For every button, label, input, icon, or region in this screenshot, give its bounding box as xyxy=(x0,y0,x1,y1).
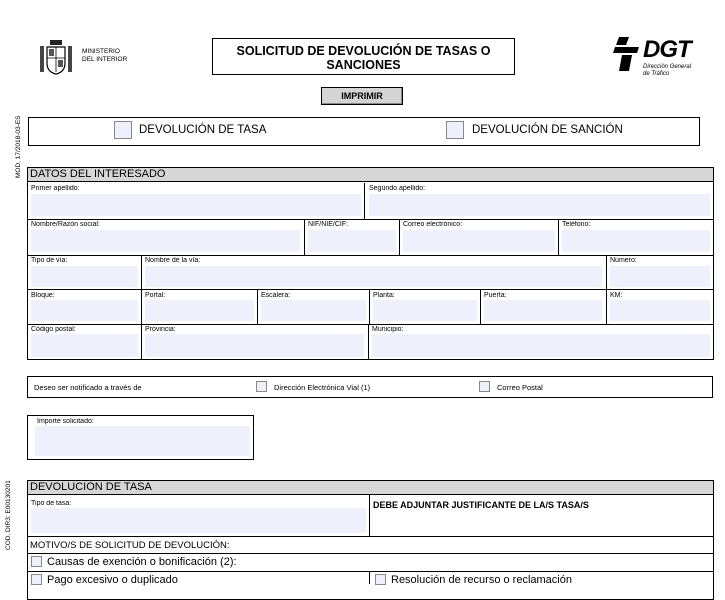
puerta-label: Puerta: xyxy=(484,292,507,299)
primer-apellido-label: Primer apellido: xyxy=(31,185,80,192)
col-divider xyxy=(257,289,258,324)
tipo-via-input[interactable] xyxy=(31,266,138,287)
row-divider xyxy=(27,219,714,220)
causa-exencion-label: Causas de exención o bonificación (2): xyxy=(47,556,237,568)
municipio-input[interactable] xyxy=(372,334,710,357)
portal-label: Portal: xyxy=(145,292,166,299)
provincia-label: Provincia: xyxy=(145,326,176,333)
col-divider xyxy=(369,571,370,584)
col-divider xyxy=(364,183,365,219)
col-divider xyxy=(304,219,305,255)
telefono-label: Teléfono: xyxy=(562,221,591,228)
provincia-input[interactable] xyxy=(145,334,364,357)
km-label: KM: xyxy=(610,292,623,299)
ministry-line1: MINISTERIO xyxy=(82,48,120,55)
nombre-via-input[interactable] xyxy=(145,266,602,287)
title-line1: SOLICITUD DE DEVOLUCIÓN DE TASAS O xyxy=(236,44,491,58)
dgt-subtitle xyxy=(643,64,691,78)
dev-checkbox[interactable] xyxy=(256,381,267,392)
ministry-label xyxy=(82,48,127,63)
interesado-title: DATOS DEL INTERESADO xyxy=(28,168,713,182)
segundo-apellido-input[interactable] xyxy=(369,194,710,216)
col-divider xyxy=(141,289,142,324)
col-divider xyxy=(369,495,370,536)
importe-label: Importe solicitado: xyxy=(37,418,94,425)
importe-input[interactable] xyxy=(35,426,250,456)
col-divider xyxy=(399,219,400,255)
tipo-tasa-input[interactable] xyxy=(31,508,366,533)
portal-input[interactable] xyxy=(145,300,254,321)
mod-code: MOD. 17/2018-03-ES xyxy=(15,115,22,178)
nif-input[interactable] xyxy=(308,230,396,252)
tipo-via-label: Tipo de vía: xyxy=(31,257,68,264)
sancion-label: DEVOLUCIÓN DE SANCIÓN xyxy=(472,124,623,136)
form-title xyxy=(212,38,515,75)
numero-input[interactable] xyxy=(610,266,710,287)
dev-label: Dirección Electrónica Vial (1) xyxy=(274,383,371,392)
correo-label: Correo electrónico: xyxy=(403,221,463,228)
bloque-input[interactable] xyxy=(31,300,138,321)
col-divider xyxy=(141,255,142,289)
row-divider xyxy=(27,571,714,572)
nombre-input[interactable] xyxy=(31,230,300,252)
resolucion-label: Resolución de recurso o reclamación xyxy=(391,574,572,586)
row-divider xyxy=(27,324,714,325)
col-divider xyxy=(369,289,370,324)
escalera-input[interactable] xyxy=(261,300,366,321)
correo-input[interactable] xyxy=(403,230,555,252)
row-divider xyxy=(27,255,714,256)
adjuntar-notice: DEBE ADJUNTAR JUSTIFICANTE DE LA/S TASA/S xyxy=(373,500,589,510)
puerta-input[interactable] xyxy=(484,300,602,321)
col-divider xyxy=(558,219,559,255)
primer-apellido-input[interactable] xyxy=(31,194,361,216)
ministry-line2: DEL INTERIOR xyxy=(82,55,128,63)
dgt-logo xyxy=(613,35,698,80)
nif-label: NIF/NIE/CIF: xyxy=(308,221,349,228)
planta-label: Planta: xyxy=(373,292,395,299)
bloque-label: Bloque: xyxy=(31,292,55,299)
row-divider xyxy=(27,536,714,537)
row-divider xyxy=(27,289,714,290)
devolucion-tasa-title: DEVOLUCIÓN DE TASA xyxy=(28,481,713,495)
escalera-label: Escalera: xyxy=(261,292,291,299)
telefono-input[interactable] xyxy=(562,230,710,252)
cp-input[interactable] xyxy=(31,334,138,357)
municipio-label: Municipio: xyxy=(372,326,404,333)
row-divider xyxy=(27,553,714,554)
dgt-mark-icon xyxy=(613,37,643,71)
planta-input[interactable] xyxy=(373,300,477,321)
tasa-label: DEVOLUCIÓN DE TASA xyxy=(139,124,267,136)
causa-exencion-checkbox[interactable] xyxy=(31,556,42,567)
km-input[interactable] xyxy=(610,300,710,321)
title-line2: SANCIONES xyxy=(326,58,401,72)
dgt-sub2: de Tráfico xyxy=(643,71,670,77)
motivos-label: MOTIVO/S DE SOLICITUD DE DEVOLUCIÓN: xyxy=(30,540,230,551)
col-divider xyxy=(606,255,607,289)
dgt-sub1: Dirección General xyxy=(643,64,692,70)
nombre-label: Nombre/Razón social: xyxy=(31,221,100,228)
correo-postal-label: Correo Postal xyxy=(497,383,543,392)
pago-excesivo-label: Pago excesivo o duplicado xyxy=(47,574,178,586)
cp-label: Código postal: xyxy=(31,326,76,333)
correo-postal-checkbox[interactable] xyxy=(479,381,490,392)
col-divider xyxy=(368,324,369,360)
pago-excesivo-checkbox[interactable] xyxy=(31,574,42,585)
col-divider xyxy=(480,289,481,324)
coat-of-arms-logo xyxy=(36,38,76,78)
tipo-tasa-label: Tipo de tasa: xyxy=(31,500,72,507)
nombre-via-label: Nombre de la vía: xyxy=(145,257,201,264)
tasa-checkbox[interactable] xyxy=(114,121,132,139)
sancion-checkbox[interactable] xyxy=(446,121,464,139)
segundo-apellido-label: Segundo apellido: xyxy=(369,185,426,192)
dgt-brand: DGT xyxy=(643,36,691,63)
notification-label: Deseo ser notificado a través de xyxy=(34,383,142,392)
cod-dir3: COD. DIR3: E00130201 xyxy=(5,480,12,550)
col-divider xyxy=(606,289,607,324)
col-divider xyxy=(141,324,142,360)
print-button[interactable]: IMPRIMIR xyxy=(321,87,403,105)
numero-label: Número: xyxy=(610,257,637,264)
resolucion-checkbox[interactable] xyxy=(375,574,386,585)
